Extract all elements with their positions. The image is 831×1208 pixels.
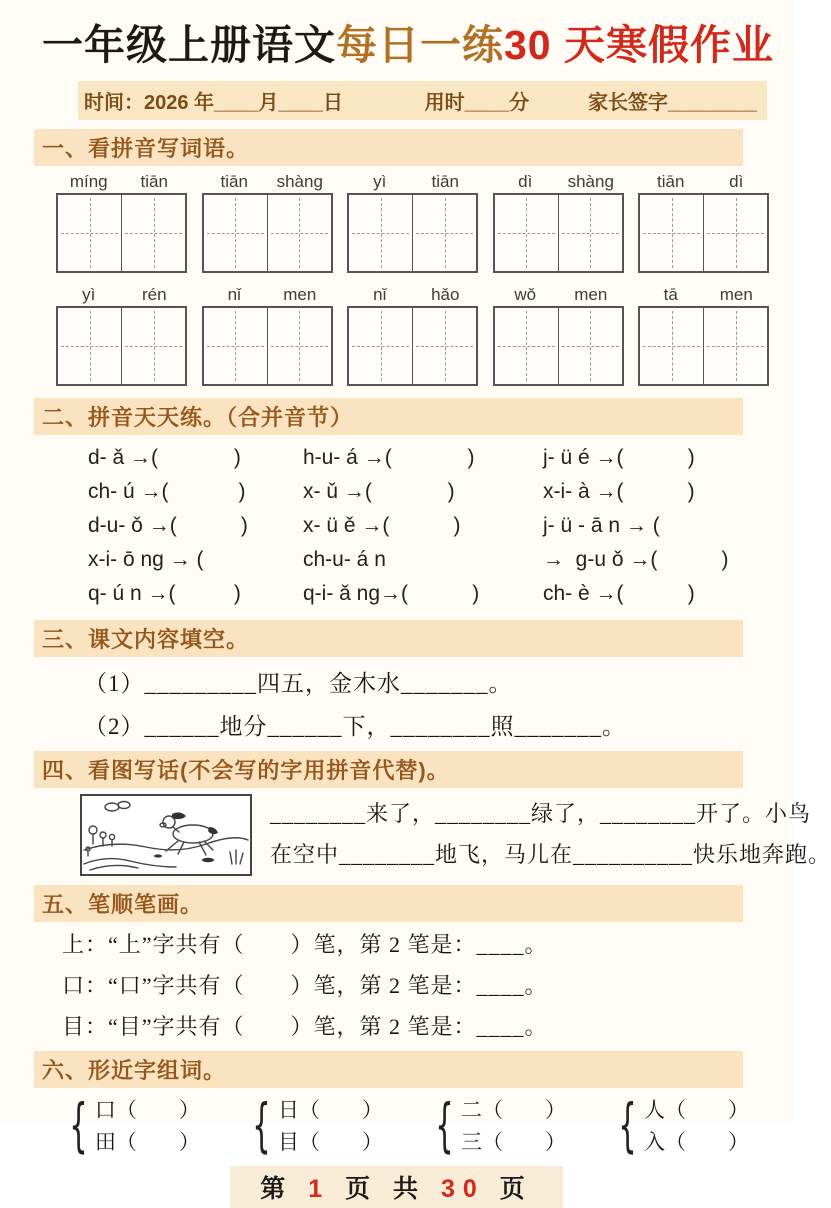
title-holiday-homework: 30 天寒假作业 (504, 22, 774, 68)
word-item (347, 285, 478, 386)
pinyin-label: yì (373, 172, 387, 191)
pinyin-label: tiān (431, 172, 459, 191)
grid-cell (558, 195, 622, 271)
word-item (202, 172, 333, 273)
meta-date-field: 时间：2026 年____月____日 (84, 92, 344, 114)
fill-blank-line: （1）_________四五，金木水_______。 (84, 671, 513, 696)
writing-grid (493, 193, 624, 273)
char-top: 二（ ） (460, 1098, 566, 1122)
story-line: 在空中________地飞，马儿在__________快乐地奔跑。 (270, 841, 831, 867)
brace-icon: { (252, 1091, 271, 1159)
meta-row (78, 81, 767, 120)
section3-header: 三、课文内容填空。 (34, 620, 743, 657)
pinyin-label: men (283, 285, 317, 304)
char-bottom: 三（ ） (460, 1130, 566, 1154)
story-line: ________来了，________绿了，________开了。小鸟 (270, 801, 812, 826)
writing-grid (347, 306, 478, 386)
word-item (347, 172, 478, 273)
writing-grid (56, 306, 187, 386)
word-item (638, 172, 769, 273)
merge-exercise-rows (0, 441, 793, 611)
grid-cell (267, 308, 331, 384)
pinyin-labels (202, 285, 333, 305)
word-item (56, 285, 187, 386)
footer-prefix: 第 (260, 1175, 294, 1203)
merge-exercise: q-i- ǎ ng→( ) (303, 582, 480, 605)
horse-meadow-illustration (80, 794, 252, 876)
merge-exercise: x-i- ō ng → ( (88, 548, 204, 571)
grid-cell (412, 195, 476, 271)
grid-cell (267, 195, 331, 271)
merge-exercise: q- ú n →( ) (88, 582, 241, 605)
footer-current-page: 1 (308, 1175, 331, 1203)
grid-cell (495, 308, 558, 384)
char-bottom: 目（ ） (277, 1130, 383, 1154)
pinyin-label: nǐ (227, 285, 241, 304)
pinyin-label: tiān (220, 172, 248, 191)
writing-grid (347, 193, 478, 273)
footer-suffix: 页 (499, 1175, 533, 1203)
merge-exercise: ch- è →( ) (543, 582, 695, 605)
section2-header: 二、拼音天天练。（合并音节） (34, 398, 743, 435)
grid-cell (58, 308, 121, 384)
pinyin-label: nǐ (373, 285, 387, 304)
merge-exercise: → g-u ǒ →( ) (543, 548, 729, 571)
stroke-order-line: 目：“目”字共有（ ）笔，第 2 笔是：____。 (62, 1014, 548, 1039)
merge-row (88, 577, 777, 611)
char-pair (95, 1094, 200, 1156)
page-indicator-band (230, 1166, 563, 1208)
merge-exercise: d-u- ǒ →( ) (88, 514, 248, 537)
fill-blank-line: （2）______地分______下，________照_______。 (84, 714, 626, 739)
grid-cell (349, 195, 412, 271)
merge-exercise: ch-u- á n (303, 548, 386, 571)
pinyin-grid-rows (0, 172, 793, 386)
page-title (0, 0, 793, 75)
section5-header: 五、笔顺笔画。 (34, 885, 743, 922)
pinyin-label: hǎo (431, 285, 460, 304)
stroke-order-line: 上：“上”字共有（ ）笔，第 2 笔是：____。 (62, 932, 548, 957)
merge-exercise: x- ǔ →( ) (303, 480, 455, 503)
story-lines (270, 794, 831, 875)
stroke-order-line: 口：“口”字共有（ ）笔，第 2 笔是：____。 (62, 973, 548, 998)
section4-header: 四、看图写话(不会写的字用拼音代替)。 (34, 751, 743, 788)
section-fill-blanks (0, 620, 793, 741)
page-indicator (0, 1166, 793, 1208)
char-top: 人（ ） (644, 1098, 749, 1122)
pinyin-labels (347, 285, 478, 305)
section-strokes (0, 885, 793, 1041)
pinyin-label: men (719, 285, 753, 304)
pinyin-label: míng (69, 172, 108, 191)
pinyin-label: dì (729, 172, 744, 191)
merge-exercise: ch- ú →( ) (88, 480, 246, 503)
grid-cell (703, 308, 767, 384)
picture-writing-row (80, 794, 831, 876)
pinyin-label: shàng (567, 172, 614, 191)
writing-grid (202, 193, 333, 273)
char-pair (278, 1094, 383, 1156)
pinyin-labels (493, 285, 624, 305)
merge-exercise: h-u- á →( ) (303, 446, 475, 469)
similar-char-groups (60, 1091, 749, 1159)
pinyin-labels (347, 172, 478, 192)
word-item (493, 285, 624, 386)
grid-cell (558, 308, 622, 384)
word-item (493, 172, 624, 273)
merge-row (88, 441, 777, 475)
grid-cell (121, 308, 185, 384)
char-bottom: 入（ ） (644, 1130, 749, 1154)
pinyin-label: tiān (140, 172, 168, 191)
merge-row (88, 509, 777, 543)
footer-total-pages: 30 (440, 1175, 485, 1203)
section-picture-writing (0, 751, 831, 876)
merge-row (88, 475, 777, 509)
merge-exercise: d- ǎ →( ) (88, 446, 241, 469)
char-pair (461, 1094, 566, 1156)
merge-exercise: j- ü é →( ) (543, 446, 695, 469)
footer-mid: 页 共 (345, 1175, 427, 1203)
pinyin-label: rén (141, 285, 167, 304)
pinyin-label: tā (663, 285, 678, 304)
pinyin-label: shàng (276, 172, 323, 191)
title-grade: 一年级上册语文 (42, 22, 336, 68)
pinyin-labels (638, 172, 769, 192)
grid-cell (121, 195, 185, 271)
word-item (56, 172, 187, 273)
grid-cell (640, 195, 703, 271)
grid-cell (349, 308, 412, 384)
title-daily-practice: 每日一练 (336, 22, 504, 68)
pinyin-labels (56, 285, 187, 305)
char-group (60, 1091, 200, 1159)
merge-row (88, 543, 777, 577)
grid-cell (640, 308, 703, 384)
writing-grid (202, 306, 333, 386)
word-item (202, 285, 333, 386)
section-similar-chars (0, 1051, 793, 1159)
writing-grid (56, 193, 187, 273)
char-group (426, 1091, 566, 1159)
pinyin-labels (493, 172, 624, 192)
word-item (638, 285, 769, 386)
writing-grid (493, 306, 624, 386)
section-pinyin-merge (0, 398, 793, 611)
merge-exercise: x- ü ě →( ) (303, 514, 461, 537)
pinyin-label: wǒ (514, 285, 537, 304)
char-top: 口（ ） (94, 1098, 200, 1122)
merge-exercise: j- ü - ā n → ( (543, 514, 660, 537)
stroke-lines (0, 928, 793, 1041)
section6-header: 六、形近字组词。 (34, 1051, 743, 1088)
pinyin-label: men (574, 285, 608, 304)
grid-cell (204, 308, 267, 384)
grid-cell (703, 195, 767, 271)
char-group (609, 1091, 749, 1159)
brace-icon: { (618, 1091, 637, 1159)
char-top: 日（ ） (277, 1098, 383, 1122)
pinyin-labels (638, 285, 769, 305)
grid-cell (204, 195, 267, 271)
char-group (243, 1091, 383, 1159)
section-pinyin-words (0, 129, 793, 386)
writing-grid (638, 193, 769, 273)
pinyin-labels (56, 172, 187, 192)
merge-exercise: x-i- à →( ) (543, 480, 695, 503)
pinyin-label: tiān (657, 172, 685, 191)
section1-header: 一、看拼音写词语。 (34, 129, 743, 166)
grid-cell (495, 195, 558, 271)
writing-grid (638, 306, 769, 386)
char-bottom: 田（ ） (94, 1130, 200, 1154)
pinyin-labels (202, 172, 333, 192)
pinyin-word-row (56, 285, 769, 386)
fill-blank-lines (0, 665, 793, 741)
meta-duration-field: 用时____分 (424, 92, 530, 114)
brace-icon: { (69, 1091, 88, 1159)
grid-cell (58, 195, 121, 271)
pinyin-word-row (56, 172, 769, 273)
pinyin-label: yì (82, 285, 96, 304)
grid-cell (412, 308, 476, 384)
char-pair (644, 1094, 749, 1156)
meta-signature-field: 家长签字________ (588, 92, 757, 114)
pinyin-label: dì (518, 172, 533, 191)
brace-icon: { (435, 1091, 454, 1159)
